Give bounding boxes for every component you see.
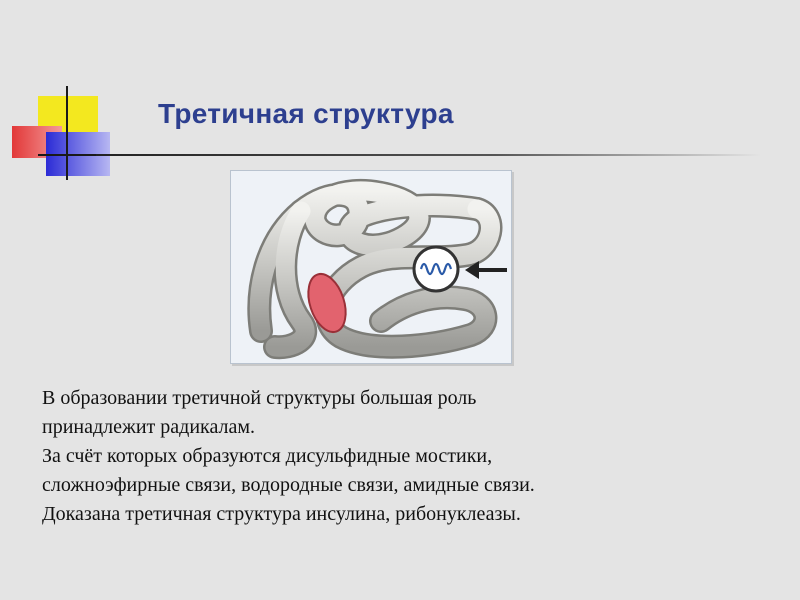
protein-structure-figure bbox=[230, 170, 512, 364]
body-line: За счёт которых образуются дисульфидные мостики, bbox=[42, 445, 493, 467]
protein-tertiary-structure-icon bbox=[231, 171, 511, 363]
title-underline-rule bbox=[96, 154, 761, 156]
body-line: принадлежит радикалам. bbox=[42, 416, 256, 438]
body-line: В образовании третичной структуры большая роль bbox=[42, 387, 477, 409]
slide-body-text bbox=[42, 384, 772, 529]
body-line: Доказана третичная структура инсулина, рибонуклеазы. bbox=[42, 503, 521, 525]
vertical-rule bbox=[66, 86, 68, 180]
body-line: сложноэфирные связи, водородные связи, амидные связи. bbox=[42, 474, 535, 496]
decorative-squares bbox=[0, 80, 130, 190]
slide-title: Третичная структура bbox=[158, 98, 454, 129]
helix-ring-icon bbox=[414, 247, 458, 291]
